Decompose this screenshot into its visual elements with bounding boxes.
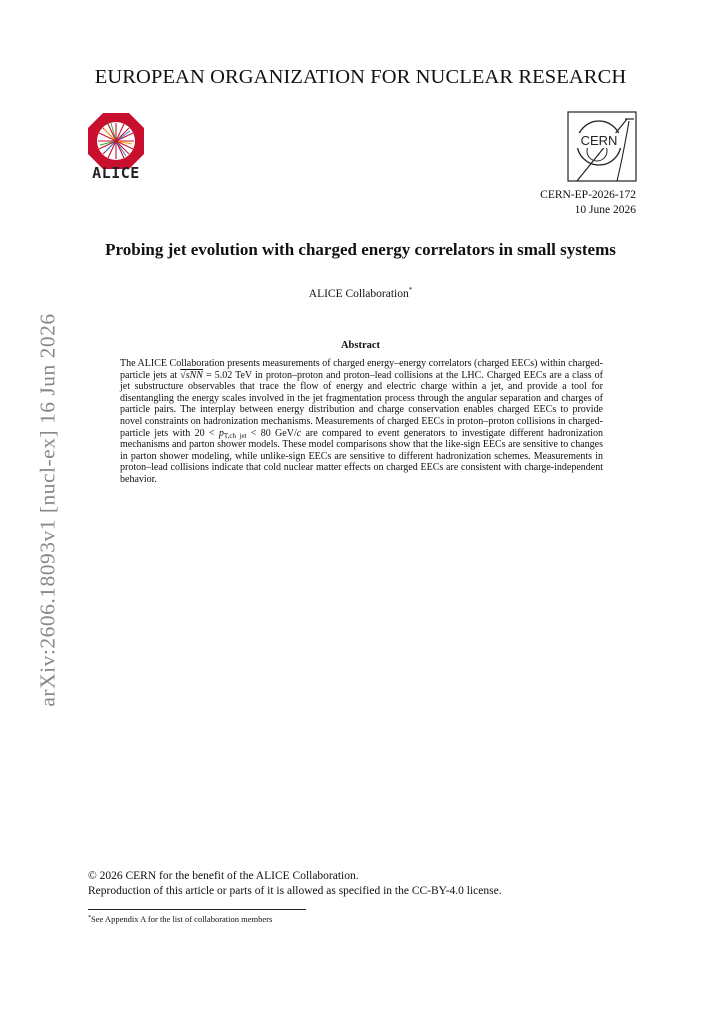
- cern-logo-text: CERN: [575, 133, 623, 148]
- report-date: 10 June 2026: [574, 204, 636, 216]
- copyright-notice: © 2026 CERN for the benefit of the ALICE Collaboration.: [88, 870, 359, 882]
- footnote: [88, 914, 272, 924]
- paper-title: Probing jet evolution with charged energy correlators in small systems: [105, 240, 616, 259]
- pt-symbol: p: [218, 427, 224, 439]
- abstract-text-2: = 5.02 TeV in proton–proton and proton–lead collisions at the LHC. Charged EECs are a class of jet substructure observables that trace the flow of energy and electric charge within a jet, and provide a tool for disentangling the energy scales involved in the jet fragmentation process through the angular separation and charges of particle pairs. The interplay between energy distribution and charge conservation enables charged EECs to provide novel constraints on hadronization mechanisms. Measurements of charged EECs in proton–proton collisions in charged-particle jets with 20 <: [120, 369, 603, 439]
- pt-subscript: T,ch jet: [223, 431, 247, 440]
- arxiv-stamp: arXiv:2606.18093v1 [nucl-ex] 16 Jun 2026: [35, 313, 60, 707]
- alice-logo-text: ALICE: [92, 164, 140, 182]
- authors: ALICE Collaboration: [308, 288, 409, 300]
- abstract-heading: Abstract: [340, 340, 381, 351]
- alice-logo: [86, 111, 146, 185]
- cern-logo: [567, 111, 637, 182]
- c-symbol: c: [296, 427, 302, 439]
- abstract-text-1: The ALICE Collaboration presents measurements of charged energy–energy correlators (charged EECs) within charged-particle jets at: [120, 358, 603, 381]
- author-footnote-mark: *: [408, 286, 413, 294]
- sqrt-s-nn-symbol: √sNN: [180, 369, 203, 381]
- organization-heading: EUROPEAN ORGANIZATION FOR NUCLEAR RESEARCH: [94, 66, 627, 88]
- abstract-text-3: < 80 GeV/: [246, 427, 297, 439]
- footnote-mark: *: [88, 915, 91, 921]
- authors-line: [0, 288, 721, 300]
- license-notice: Reproduction of this article or parts of it is allowed as specified in the CC-BY-4.0 license.: [88, 885, 502, 897]
- abstract-body: [120, 358, 603, 486]
- footnote-text: See Appendix A for the list of collaboration members: [91, 914, 273, 924]
- abstract-text-4: are compared to event generators to investigate different hadronization mechanisms and parton shower models. These model comparisons show that the like-sign EECs are sensitive to changes in parton shower modeling, while unlike-sign EECs are sensitive to different hadronization schemes. Measurements in proton–lead collisions indicate that cold nuclear matter effects on charged EECs are consistent with charge-independent behavior.: [120, 427, 603, 485]
- report-number: CERN-EP-2026-172: [540, 189, 636, 201]
- footnote-divider: [88, 909, 306, 910]
